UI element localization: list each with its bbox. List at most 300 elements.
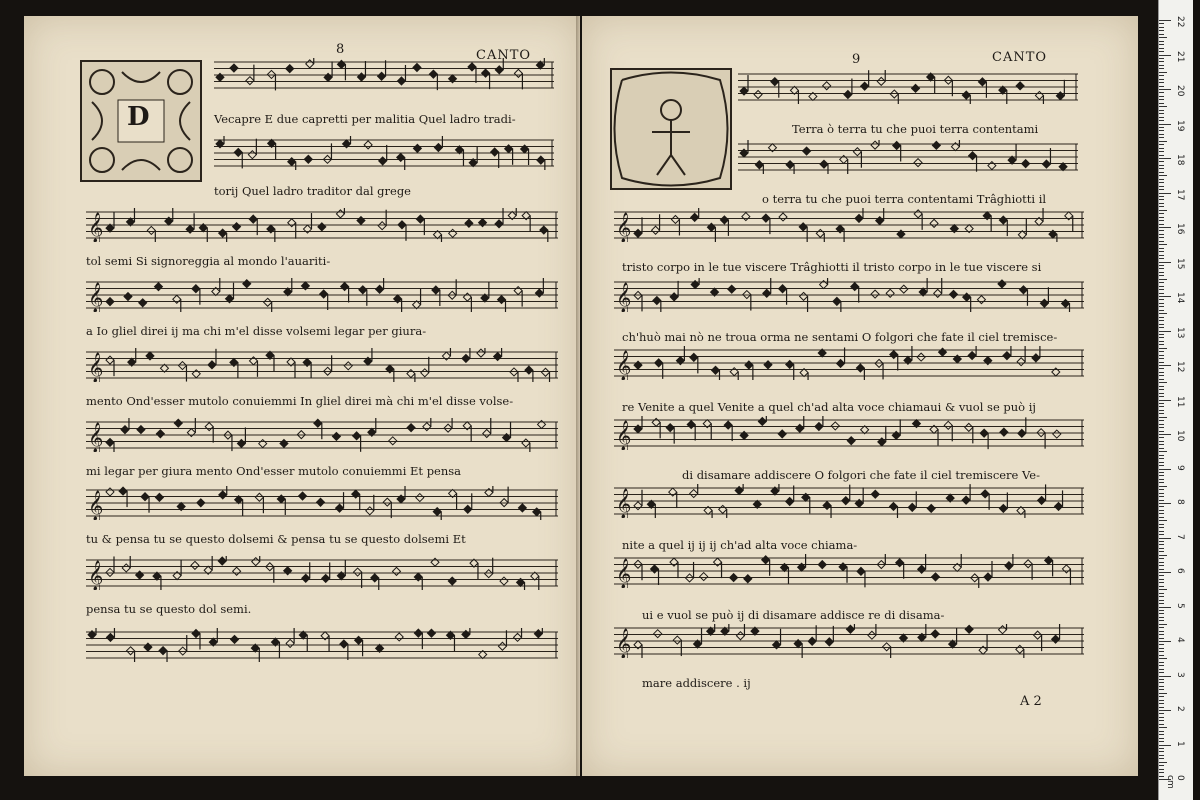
ruler-number: 5 xyxy=(1175,602,1185,609)
music-staff-left-8 xyxy=(86,556,558,590)
svg-text:𝄞: 𝄞 xyxy=(616,351,632,380)
ruler-minor-tick xyxy=(1159,475,1164,476)
decorated-initial-d xyxy=(80,60,202,182)
ruler-minor-tick xyxy=(1159,693,1167,694)
ruler-minor-tick xyxy=(1159,299,1164,300)
ruler-minor-tick xyxy=(1159,82,1164,83)
ruler-tick xyxy=(1159,434,1171,435)
ruler-minor-tick xyxy=(1159,651,1164,652)
svg-text:𝄞: 𝄞 xyxy=(88,283,104,312)
right-lyric-line-4: ch'huò mai nò ne troua orma ne sentami O folgori che fate il ciel tremisce- xyxy=(622,330,1058,344)
ruler-minor-tick xyxy=(1159,600,1164,601)
right-lyric-line-2: o terra tu che puoi terra contentami Trâghiotti il xyxy=(762,192,1047,206)
ruler-minor-tick xyxy=(1159,513,1164,514)
ruler-minor-tick xyxy=(1159,272,1164,273)
ruler-minor-tick xyxy=(1159,482,1164,483)
ruler-minor-tick xyxy=(1159,610,1164,611)
ruler-minor-tick xyxy=(1159,493,1164,494)
music-staff-right-6 xyxy=(614,416,1084,450)
ruler-minor-tick xyxy=(1159,517,1164,518)
ruler-number: 6 xyxy=(1175,568,1185,574)
left-page-number: 8 xyxy=(336,42,345,57)
ruler-number: 9 xyxy=(1175,464,1185,471)
music-staff-left-3 xyxy=(86,208,558,242)
ruler-minor-tick xyxy=(1159,617,1164,618)
music-staff-right-7 xyxy=(614,484,1084,518)
ruler-minor-tick xyxy=(1159,455,1164,456)
ruler-minor-tick xyxy=(1159,776,1164,777)
ruler-minor-tick xyxy=(1159,134,1164,135)
ruler-minor-tick xyxy=(1159,724,1164,725)
ruler-minor-tick xyxy=(1159,551,1164,552)
ruler-minor-tick xyxy=(1159,544,1164,545)
music-staff-right-1 xyxy=(738,70,1078,104)
music-staff-right-4 xyxy=(614,278,1084,312)
ruler-minor-tick xyxy=(1159,320,1164,321)
ruler-tick xyxy=(1159,124,1171,125)
ruler-minor-tick xyxy=(1159,141,1167,142)
ruler-number: 20 xyxy=(1175,85,1185,97)
ruler-minor-tick xyxy=(1159,103,1164,104)
ruler-minor-tick xyxy=(1159,379,1164,380)
ruler-minor-tick xyxy=(1159,462,1164,463)
ruler-minor-tick xyxy=(1159,220,1164,221)
ruler-minor-tick xyxy=(1159,700,1164,701)
ruler-minor-tick xyxy=(1159,161,1164,162)
ruler-minor-tick xyxy=(1159,189,1164,190)
ruler-minor-tick xyxy=(1159,758,1164,759)
ruler-tick xyxy=(1159,193,1171,194)
ruler-minor-tick xyxy=(1159,424,1164,425)
ruler-minor-tick xyxy=(1159,520,1167,521)
ruler-minor-tick xyxy=(1159,500,1164,501)
left-lyric-line-6: mi legar per giura mento Ond'esser mutolo conuiemmi Et pensa xyxy=(86,464,462,478)
ruler-minor-tick xyxy=(1159,489,1164,490)
ruler-minor-tick xyxy=(1159,148,1164,149)
ruler-minor-tick xyxy=(1159,317,1164,318)
ruler-minor-tick xyxy=(1159,99,1164,100)
ruler-minor-tick xyxy=(1159,206,1164,207)
ruler-minor-tick xyxy=(1159,555,1167,556)
ruler-minor-tick xyxy=(1159,234,1164,235)
ruler-minor-tick xyxy=(1159,120,1164,121)
svg-text:𝄞: 𝄞 xyxy=(88,423,104,452)
music-staff-left-2 xyxy=(214,136,554,170)
ruler-minor-tick xyxy=(1159,355,1164,356)
ruler-minor-tick xyxy=(1159,275,1164,276)
left-header: CANTO xyxy=(476,48,532,63)
ruler-minor-tick xyxy=(1159,620,1164,621)
ruler-minor-tick xyxy=(1159,638,1164,639)
ruler-tick xyxy=(1159,331,1171,332)
left-lyric-line-4: a Io gliel direi ij ma chi m'el disse volsemi legar per giura- xyxy=(86,324,427,338)
music-staff-left-4 xyxy=(86,278,558,312)
ruler-minor-tick xyxy=(1159,751,1164,752)
ruler-minor-tick xyxy=(1159,624,1167,625)
ruler-minor-tick xyxy=(1159,410,1164,411)
ruler-minor-tick xyxy=(1159,151,1164,152)
ruler-minor-tick xyxy=(1159,79,1164,80)
right-lyric-line-8: ui e vuol se può ij di disamare addisce re di disama- xyxy=(642,608,945,622)
ruler-minor-tick xyxy=(1159,172,1164,173)
ruler-minor-tick xyxy=(1159,306,1164,307)
ruler-minor-tick xyxy=(1159,113,1164,114)
ruler-minor-tick xyxy=(1159,358,1164,359)
ruler-minor-tick xyxy=(1159,631,1164,632)
right-header: CANTO xyxy=(992,50,1048,65)
ruler-minor-tick xyxy=(1159,248,1164,249)
ruler-minor-tick xyxy=(1159,324,1164,325)
ruler-minor-tick xyxy=(1159,341,1164,342)
ruler-minor-tick xyxy=(1159,241,1164,242)
left-lyric-line-2: torij Quel ladro traditor dal grege xyxy=(214,184,411,198)
ruler-minor-tick xyxy=(1159,137,1164,138)
music-staff-left-5 xyxy=(86,348,558,382)
ruler-tick xyxy=(1159,262,1171,263)
ruler-number: 12 xyxy=(1175,361,1185,373)
measurement-ruler xyxy=(1158,0,1193,800)
ruler-minor-tick xyxy=(1159,30,1164,31)
ruler-minor-tick xyxy=(1159,244,1167,245)
ruler-minor-tick xyxy=(1159,682,1164,683)
ruler-minor-tick xyxy=(1159,472,1164,473)
right-lyric-line-7: nite a quel ij ij ij ch'ad alta voce chiama- xyxy=(622,538,858,552)
ruler-minor-tick xyxy=(1159,213,1164,214)
ruler-tick xyxy=(1159,400,1171,401)
ruler-minor-tick xyxy=(1159,117,1164,118)
ruler-minor-tick xyxy=(1159,406,1164,407)
ruler-minor-tick xyxy=(1159,34,1164,35)
ruler-tick xyxy=(1159,227,1171,228)
ruler-minor-tick xyxy=(1159,765,1164,766)
ruler-minor-tick xyxy=(1159,96,1164,97)
ruler-minor-tick xyxy=(1159,237,1164,238)
ruler-minor-tick xyxy=(1159,351,1164,352)
ruler-number: 4 xyxy=(1175,637,1185,643)
ruler-tick xyxy=(1159,745,1171,746)
ruler-minor-tick xyxy=(1159,37,1167,38)
ruler-minor-tick xyxy=(1159,644,1164,645)
ruler-minor-tick xyxy=(1159,48,1164,49)
ruler-minor-tick xyxy=(1159,289,1164,290)
ruler-minor-tick xyxy=(1159,738,1164,739)
ruler-minor-tick xyxy=(1159,586,1164,587)
left-lyric-line-7: tu & pensa tu se questo dolsemi & pensa tu se questo dolsemi Et xyxy=(86,532,466,546)
ruler-minor-tick xyxy=(1159,61,1164,62)
ruler-minor-tick xyxy=(1159,596,1164,597)
ruler-minor-tick xyxy=(1159,199,1164,200)
ruler-minor-tick xyxy=(1159,534,1164,535)
ruler-minor-tick xyxy=(1159,65,1164,66)
ruler-tick xyxy=(1159,469,1171,470)
left-lyric-line-5: mento Ond'esser mutolo conuiemmi In gliel direi mà chi m'el disse volse- xyxy=(86,394,514,408)
ruler-minor-tick xyxy=(1159,669,1164,670)
left-lyric-line-8: pensa tu se questo dol semi. xyxy=(86,602,252,616)
ruler-minor-tick xyxy=(1159,665,1164,666)
svg-text:𝄞: 𝄞 xyxy=(88,491,104,520)
ruler-minor-tick xyxy=(1159,265,1164,266)
ruler-minor-tick xyxy=(1159,627,1164,628)
ruler-minor-tick xyxy=(1159,696,1164,697)
ruler-tick xyxy=(1159,20,1171,21)
ruler-minor-tick xyxy=(1159,548,1164,549)
ruler-minor-tick xyxy=(1159,734,1164,735)
ruler-minor-tick xyxy=(1159,510,1164,511)
ruler-minor-tick xyxy=(1159,448,1164,449)
ruler-minor-tick xyxy=(1159,337,1164,338)
ruler-number: 21 xyxy=(1175,50,1185,62)
ruler-minor-tick xyxy=(1159,672,1164,673)
ruler-minor-tick xyxy=(1159,203,1164,204)
ruler-minor-tick xyxy=(1159,155,1164,156)
ruler-minor-tick xyxy=(1159,179,1164,180)
ruler-number: 3 xyxy=(1175,671,1185,678)
ruler-minor-tick xyxy=(1159,396,1164,397)
ruler-minor-tick xyxy=(1159,389,1164,390)
ruler-minor-tick xyxy=(1159,720,1164,721)
ruler-tick xyxy=(1159,365,1171,366)
ruler-minor-tick xyxy=(1159,210,1167,211)
ruler-minor-tick xyxy=(1159,282,1164,283)
ruler-minor-tick xyxy=(1159,565,1164,566)
ruler-minor-tick xyxy=(1159,717,1164,718)
ruler-minor-tick xyxy=(1159,334,1164,335)
ruler-minor-tick xyxy=(1159,175,1167,176)
ruler-minor-tick xyxy=(1159,386,1164,387)
svg-text:𝄞: 𝄞 xyxy=(616,421,632,450)
ruler-minor-tick xyxy=(1159,382,1167,383)
ruler-minor-tick xyxy=(1159,182,1164,183)
ruler-tick xyxy=(1159,55,1171,56)
ruler-minor-tick xyxy=(1159,613,1164,614)
ruler-minor-tick xyxy=(1159,286,1164,287)
svg-text:𝄞: 𝄞 xyxy=(616,213,632,242)
ruler-minor-tick xyxy=(1159,393,1164,394)
ruler-number: 13 xyxy=(1175,326,1185,338)
ruler-minor-tick xyxy=(1159,279,1167,280)
ruler-minor-tick xyxy=(1159,755,1164,756)
svg-text:𝄞: 𝄞 xyxy=(88,353,104,382)
ruler-minor-tick xyxy=(1159,451,1167,452)
ruler-tick xyxy=(1159,158,1171,159)
ruler-minor-tick xyxy=(1159,769,1164,770)
left-lyric-line-3: tol semi Si signoreggia al mondo l'auariti- xyxy=(86,254,331,268)
ruler-number: 0 cm xyxy=(1165,775,1185,789)
initial-letter: D xyxy=(127,102,150,132)
ruler-minor-tick xyxy=(1159,58,1164,59)
svg-text:𝄞: 𝄞 xyxy=(616,559,632,588)
ruler-minor-tick xyxy=(1159,251,1164,252)
ruler-minor-tick xyxy=(1159,593,1164,594)
ruler-minor-tick xyxy=(1159,531,1164,532)
right-lyric-line-3: tristo corpo in le tue viscere Trâghiotti il tristo corpo in le tue viscere si xyxy=(622,260,1042,274)
right-page xyxy=(582,16,1138,776)
ruler-minor-tick xyxy=(1159,506,1164,507)
ruler-minor-tick xyxy=(1159,417,1167,418)
ruler-minor-tick xyxy=(1159,230,1164,231)
music-staff-left-6 xyxy=(86,418,558,452)
ruler-minor-tick xyxy=(1159,772,1164,773)
page-signature: A 2 xyxy=(1020,694,1042,709)
ruler-minor-tick xyxy=(1159,713,1164,714)
ruler-number: 11 xyxy=(1175,395,1185,407)
ruler-number: 17 xyxy=(1175,188,1185,200)
ruler-minor-tick xyxy=(1159,458,1164,459)
ruler-number: 8 xyxy=(1175,499,1185,505)
ruler-tick xyxy=(1159,89,1171,90)
ruler-minor-tick xyxy=(1159,86,1164,87)
ruler-number: 16 xyxy=(1175,223,1185,235)
ruler-minor-tick xyxy=(1159,403,1164,404)
ruler-minor-tick xyxy=(1159,634,1164,635)
right-lyric-line-5: re Venite a quel Venite a quel ch'ad alta voce chiamaui & vuol se può ij xyxy=(622,400,1036,414)
ruler-minor-tick xyxy=(1159,224,1164,225)
music-staff-left-9 xyxy=(86,628,558,662)
ruler-minor-tick xyxy=(1159,431,1164,432)
ruler-minor-tick xyxy=(1159,524,1164,525)
ruler-tick xyxy=(1159,572,1171,573)
svg-text:𝄞: 𝄞 xyxy=(88,561,104,590)
figure-ornament-icon xyxy=(612,70,730,188)
ruler-minor-tick xyxy=(1159,165,1164,166)
ruler-minor-tick xyxy=(1159,589,1167,590)
ruler-minor-tick xyxy=(1159,741,1164,742)
ruler-minor-tick xyxy=(1159,127,1164,128)
ruler-minor-tick xyxy=(1159,686,1164,687)
ruler-minor-tick xyxy=(1159,582,1164,583)
ruler-minor-tick xyxy=(1159,348,1167,349)
svg-text:𝄞: 𝄞 xyxy=(88,213,104,242)
svg-text:𝄞: 𝄞 xyxy=(616,629,632,658)
ruler-minor-tick xyxy=(1159,293,1164,294)
ruler-minor-tick xyxy=(1159,110,1164,111)
ruler-minor-tick xyxy=(1159,558,1164,559)
ruler-minor-tick xyxy=(1159,68,1164,69)
music-staff-left-7 xyxy=(86,486,558,520)
ruler-number: 2 xyxy=(1175,706,1185,712)
ruler-minor-tick xyxy=(1159,313,1167,314)
ruler-minor-tick xyxy=(1159,541,1164,542)
ruler-minor-tick xyxy=(1159,375,1164,376)
ruler-minor-tick xyxy=(1159,707,1164,708)
ruler-minor-tick xyxy=(1159,44,1164,45)
ruler-minor-tick xyxy=(1159,662,1164,663)
music-staff-left-1 xyxy=(214,58,554,92)
ruler-minor-tick xyxy=(1159,703,1164,704)
left-lyric-line-1: Vecapre E due capretti per malitia Quel ladro tradi- xyxy=(214,112,516,126)
ruler-minor-tick xyxy=(1159,303,1164,304)
music-staff-right-3 xyxy=(614,208,1084,242)
ruler-minor-tick xyxy=(1159,362,1164,363)
ruler-minor-tick xyxy=(1159,486,1167,487)
ruler-minor-tick xyxy=(1159,444,1164,445)
ruler-minor-tick xyxy=(1159,465,1164,466)
ruler-minor-tick xyxy=(1159,648,1164,649)
ruler-number: 10 xyxy=(1175,430,1185,442)
ruler-number: 15 xyxy=(1175,257,1185,269)
ruler-minor-tick xyxy=(1159,196,1164,197)
ruler-tick xyxy=(1159,503,1171,504)
ruler-minor-tick xyxy=(1159,130,1164,131)
ruler-minor-tick xyxy=(1159,23,1164,24)
ruler-number: 7 xyxy=(1175,533,1185,540)
ruler-minor-tick xyxy=(1159,562,1164,563)
ruler-number: 22 xyxy=(1175,16,1185,28)
ruler-minor-tick xyxy=(1159,496,1164,497)
ruler-minor-tick xyxy=(1159,258,1164,259)
ruler-minor-tick xyxy=(1159,72,1167,73)
ruler-minor-tick xyxy=(1159,762,1167,763)
ruler-minor-tick xyxy=(1159,748,1164,749)
ruler-minor-tick xyxy=(1159,106,1167,107)
ruler-minor-tick xyxy=(1159,569,1164,570)
ruler-minor-tick xyxy=(1159,217,1164,218)
right-page-number: 9 xyxy=(852,52,861,67)
ruler-minor-tick xyxy=(1159,372,1164,373)
ruler-minor-tick xyxy=(1159,527,1164,528)
right-lyric-line-9: mare addiscere . ij xyxy=(642,676,751,690)
ruler-minor-tick xyxy=(1159,603,1164,604)
ruler-minor-tick xyxy=(1159,420,1164,421)
ruler-minor-tick xyxy=(1159,41,1164,42)
ruler-minor-tick xyxy=(1159,327,1164,328)
ruler-tick xyxy=(1159,710,1171,711)
ruler-number: 18 xyxy=(1175,154,1185,166)
ruler-minor-tick xyxy=(1159,579,1164,580)
music-staff-right-2 xyxy=(738,140,1078,174)
ruler-minor-tick xyxy=(1159,679,1164,680)
ruler-minor-tick xyxy=(1159,479,1164,480)
ruler-tick xyxy=(1159,641,1171,642)
ruler-tick xyxy=(1159,296,1171,297)
music-staff-right-5 xyxy=(614,346,1084,380)
ruler-minor-tick xyxy=(1159,255,1164,256)
ruler-number: 14 xyxy=(1175,292,1185,304)
ruler-minor-tick xyxy=(1159,731,1164,732)
ruler-minor-tick xyxy=(1159,437,1164,438)
ruler-minor-tick xyxy=(1159,413,1164,414)
svg-text:𝄞: 𝄞 xyxy=(616,489,632,518)
ruler-minor-tick xyxy=(1159,441,1164,442)
ruler-minor-tick xyxy=(1159,310,1164,311)
music-staff-right-9 xyxy=(614,624,1084,658)
ruler-minor-tick xyxy=(1159,51,1164,52)
ruler-minor-tick xyxy=(1159,344,1164,345)
left-page xyxy=(24,16,580,776)
ruler-tick xyxy=(1159,676,1171,677)
ruler-minor-tick xyxy=(1159,92,1164,93)
ruler-minor-tick xyxy=(1159,575,1164,576)
ruler-minor-tick xyxy=(1159,27,1164,28)
ruler-minor-tick xyxy=(1159,168,1164,169)
ruler-minor-tick xyxy=(1159,427,1164,428)
ruler-number: 1 xyxy=(1175,740,1185,747)
ruler-minor-tick xyxy=(1159,655,1164,656)
ruler-number: 19 xyxy=(1175,119,1185,131)
ruler-minor-tick xyxy=(1159,658,1167,659)
ruler-minor-tick xyxy=(1159,144,1164,145)
ruler-minor-tick xyxy=(1159,186,1164,187)
ruler-minor-tick xyxy=(1159,368,1164,369)
ruler-minor-tick xyxy=(1159,75,1164,76)
right-lyric-line-6: di disamare addiscere O folgori che fate il ciel tremiscere Ve- xyxy=(682,468,1040,482)
ruler-tick xyxy=(1159,538,1171,539)
ruler-minor-tick xyxy=(1159,727,1167,728)
decorated-initial-o xyxy=(610,68,732,190)
right-lyric-line-1: Terra ò terra tu che puoi terra contentami xyxy=(792,122,1039,136)
svg-text:𝄞: 𝄞 xyxy=(616,283,632,312)
ruler-tick xyxy=(1159,607,1171,608)
